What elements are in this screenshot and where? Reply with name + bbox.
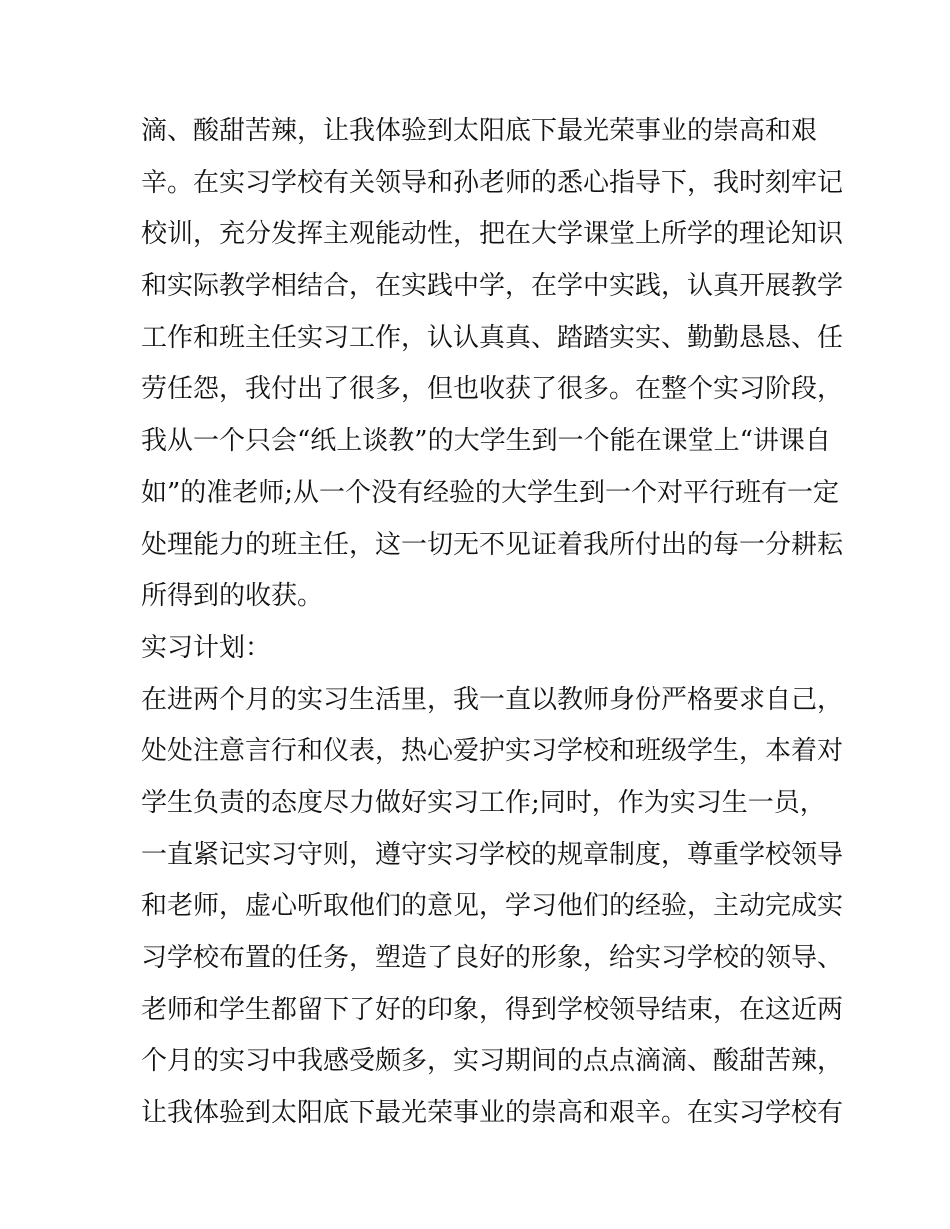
text-line-16: 和老师，虚心听取他们的意见，学习他们的经验，主动完成实 bbox=[141, 891, 844, 922]
text-line-1: 滴、酸甜苦辣，让我体验到太阳底下最光荣事业的崇高和艰 bbox=[141, 116, 818, 146]
text-line-12: 在进两个月的实习生活里，我一直以教师身份严格要求自己， bbox=[141, 684, 844, 715]
text-line-20: 让我体验到太阳底下最光荣事业的崇高和艰辛。在实习学校有 bbox=[141, 1098, 844, 1129]
text-line-4: 和实际教学相结合，在实践中学，在学中实践，认真开展教学 bbox=[141, 271, 844, 302]
text-line-13: 处处注意言行和仪表，热心爱护实习学校和班级学生，本着对 bbox=[141, 736, 844, 767]
body-text bbox=[141, 106, 844, 1140]
text-line-3: 校训，充分发挥主观能动性，把在大学课堂上所学的理论知识 bbox=[141, 219, 844, 250]
text-line-14: 学生负责的态度尽力做好实习工作;同时，作为实习生一员， bbox=[141, 787, 826, 818]
text-line-9: 处理能力的班主任，这一切无不见证着我所付出的每一分耕耘 bbox=[141, 529, 844, 560]
text-line-10: 所得到的收获。 bbox=[141, 581, 324, 612]
text-line-5: 工作和班主任实习工作，认认真真、踏踏实实、勤勤恳恳、任 bbox=[141, 322, 844, 353]
text-line-19: 个月的实习中我感受颇多，实习期间的点点滴滴、酸甜苦辣， bbox=[141, 1046, 844, 1077]
text-line-18: 老师和学生都留下了好的印象，得到学校领导结束，在这近两 bbox=[141, 994, 844, 1025]
text-line-17: 习学校布置的任务，塑造了良好的形象，给实习学校的领导、 bbox=[141, 943, 844, 973]
text-line-7: 我从一个只会“纸上谈教”的大学生到一个能在课堂上“讲课自 bbox=[141, 426, 831, 457]
text-line-15: 一直紧记实习守则，遵守实习学校的规章制度，尊重学校领导 bbox=[141, 839, 844, 870]
section-heading: 实习计划： bbox=[141, 632, 272, 663]
text-line-8: 如”的准老师;从一个没有经验的大学生到一个对平行班有一定 bbox=[141, 477, 840, 508]
text-line-2: 辛。在实习学校有关领导和孙老师的悉心指导下，我时刻牢记 bbox=[141, 167, 844, 198]
text-line-6: 劳任怨，我付出了很多，但也收获了很多。在整个实习阶段， bbox=[141, 374, 844, 405]
